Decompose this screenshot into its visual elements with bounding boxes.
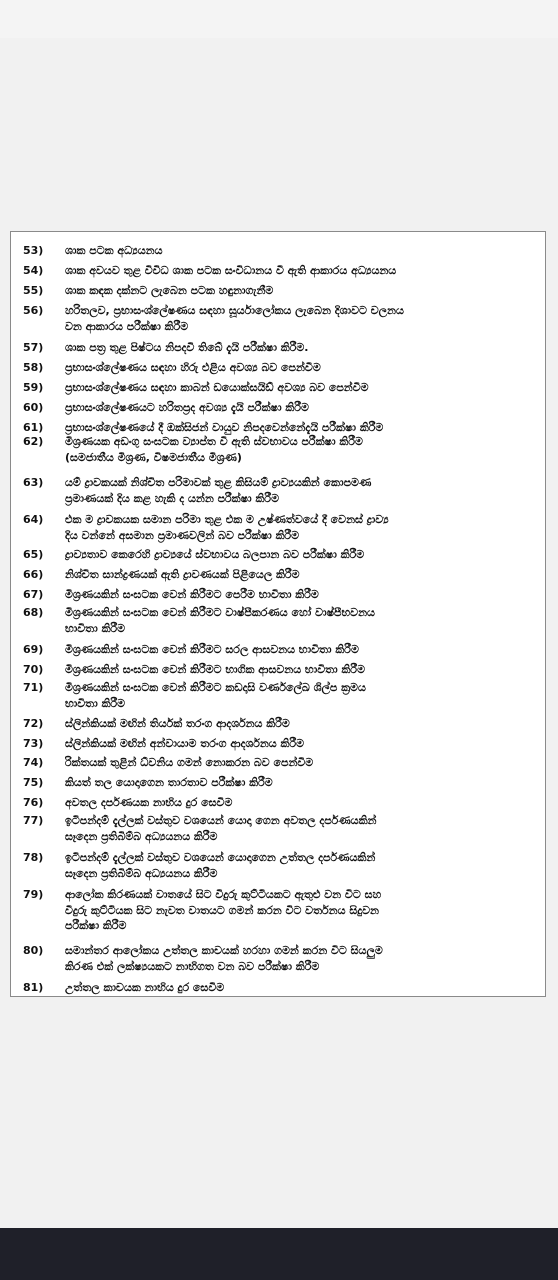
item-number: 66) xyxy=(23,568,44,581)
item-number: 75) xyxy=(23,776,44,789)
item-text: ශාක පටක අධ්‍යයනය xyxy=(65,244,163,257)
list-item xyxy=(23,360,539,376)
item-text: මිශ්‍රණයකින් සංඝටක වෙන් කිරීමට වාෂ්පීකරණය හෝ වාෂ්පීභවනය භාවිතා කිරීම xyxy=(65,606,375,635)
item-number: 69) xyxy=(23,643,44,656)
item-number: 65) xyxy=(23,548,44,561)
item-number: 53) xyxy=(23,244,44,257)
item-text: නිශ්චිත සාන්ද්‍රණයක් ඇති ද්‍රාවණයක් පිළියෙල කිරීම xyxy=(65,568,300,581)
item-number: 63) xyxy=(23,476,44,489)
list-item xyxy=(23,243,539,259)
list-item xyxy=(23,380,539,396)
list-item xyxy=(23,716,539,732)
item-number: 79) xyxy=(23,888,44,901)
item-text: ශාක අවයව තුළ විවිධ ශාක පටක සංවිධානය වී ඇති ආකාරය අධ්‍යයනය xyxy=(65,264,397,277)
list-item xyxy=(23,263,539,279)
item-text: ප්‍රභාසංශ්ලේෂණය සඳහා හිරු එළිය අවශ්‍ය බව පෙන්වීම xyxy=(65,361,321,374)
item-number: 80) xyxy=(23,944,44,957)
item-text: ආලෝක කිරණයක් වාතයේ සිට වීදුරු කුට්ටියකට ඇතුළු වන විට සහ වීදුරු කුට්ටියක සිට නැවත වාතයට ගමන් කරන විට වර්තනය සිදුවන පරීක්ෂා කිරීම xyxy=(65,888,382,932)
item-text: එක ම ද්‍රාවකයක සමාන පරිමා තුළ එක ම උෂ්ණත්වයේ දී වෙනස් ද්‍රාව්‍ය දිය වන්නේ අසමාන ප්‍රමාණවලින් බව පරීක්ෂා කිරීම xyxy=(65,513,389,542)
item-text: ද්‍රාව්‍යතාව කෙරෙහි ද්‍රාව්‍යයේ ස්වභාවය බලපාන බව පරීක්ෂා කිරීම xyxy=(65,548,365,561)
list-item xyxy=(23,434,539,465)
item-text: ප්‍රභාසංශ්ලේෂණයට හරිතප්‍රද අවශ්‍ය දැයි පරීක්ෂා කිරීම xyxy=(65,401,309,414)
item-text: ඉටිපන්දම් දැල්ලක් වස්තුව වශයෙන් යොදාගෙන උත්තල දර්පණයකින් සෑදෙන ප්‍රතිබිම්බ අධ්‍යයනය කිරීම xyxy=(65,851,376,880)
item-number: 81) xyxy=(23,981,44,994)
navigation-bar xyxy=(0,1228,558,1280)
item-text: ස්ලින්කියක් මඟින් අන්වායාම තරංග ආදර්ශනය කිරීම xyxy=(65,737,305,750)
item-number: 71) xyxy=(23,681,44,694)
list-item xyxy=(23,642,539,658)
item-text: ශාක පත්‍ර තුළ පිෂ්ටය නිපදවී තිබේ දැයි පරීක්ෂා කිරීම. xyxy=(65,341,309,354)
list-item xyxy=(23,680,539,711)
list-item xyxy=(23,303,539,334)
list-item xyxy=(23,813,539,844)
item-number: 77) xyxy=(23,814,44,827)
item-number: 74) xyxy=(23,756,44,769)
item-text: උත්තල කාචයක නාභිය දුර සෙවීම xyxy=(65,981,225,994)
item-number: 73) xyxy=(23,737,44,750)
item-number: 59) xyxy=(23,381,44,394)
item-text: මිශ්‍රණයකින් සංඝටක වෙන් කිරීමට කඩදාසි වර්ණලේඛ ශිල්ප ක්‍රමය භාවිතා කිරීම xyxy=(65,681,366,710)
item-text: ප්‍රභාසංශ්ලේෂණයේ දී ඔක්සිජන් වායුව නිපදවෙන්නේදැයි පරීක්ෂා කිරීම xyxy=(65,421,384,434)
list-item xyxy=(23,605,539,636)
item-number: 68) xyxy=(23,606,44,619)
top-band xyxy=(0,0,558,38)
item-text: ප්‍රභාසංශ්ලේෂණය සඳහා කාබන් ඩයොක්සයිඩ් අවශ්‍ය බව පෙන්වීම xyxy=(65,381,369,394)
list-item xyxy=(23,587,539,603)
item-number: 76) xyxy=(23,796,44,809)
item-text: මිශ්‍රණයකින් සංඝටක වෙන් කිරීමට සරල ආසවනය භාවිතා කිරීම xyxy=(65,643,359,656)
list-item xyxy=(23,400,539,416)
item-text: ස්ලින්කියක් මඟින් තිර්යක් තරංග ආදර්ශනය කිරීම xyxy=(65,717,290,730)
list-item xyxy=(23,755,539,771)
item-number: 60) xyxy=(23,401,44,414)
item-number: 64) xyxy=(23,513,44,526)
list-item xyxy=(23,662,539,678)
list-item xyxy=(23,512,539,543)
item-number: 78) xyxy=(23,851,44,864)
list-item xyxy=(23,340,539,356)
item-number: 55) xyxy=(23,284,44,297)
list-item xyxy=(23,475,539,506)
item-text: මිශ්‍රණයකින් සංඝටක වෙන් කිරීමට භාගික ආසවනය භාවිතා කිරීම xyxy=(65,663,365,676)
list-item xyxy=(23,943,539,974)
list-item xyxy=(23,567,539,583)
item-number: 67) xyxy=(23,588,44,601)
list-item xyxy=(23,547,539,563)
item-text: රික්තයක් තුළින් ධ්වනිය ගමන් නොකරන බව පෙන්වීම xyxy=(65,756,314,769)
item-text: මිශ්‍රණයක අඩංගු සංඝටක ව්‍යාප්ත වී ඇති ස්වභාවය පරීක්ෂා කිරීම (සමජාතීය මිශ්‍රණ, විෂමජාතීය මිශ්‍රණ) xyxy=(65,435,363,464)
item-number: 61) xyxy=(23,421,44,434)
list-item xyxy=(23,795,539,811)
list-item xyxy=(23,980,539,996)
item-number: 56) xyxy=(23,304,44,317)
item-number: 54) xyxy=(23,264,44,277)
item-text: කියත් තල යොදාගෙන තාරතාව පරීක්ෂා කිරීම xyxy=(65,776,273,789)
item-number: 70) xyxy=(23,663,44,676)
list-item xyxy=(23,850,539,881)
item-text: යම් ද්‍රාවකයක් නිශ්චිත පරිමාවක් තුළ කිසියම් ද්‍රාව්‍යයකින් කොපමණ ප්‍රමාණයක් දිය කළ හැකි ද යන්න පරීක්ෂා කිරීම xyxy=(65,476,372,505)
item-number: 58) xyxy=(23,361,44,374)
item-text: ඉටිපන්දම් දැල්ලක් වස්තුව වශයෙන් යොදා ගෙන අවතල දර්පණයකින් සෑදෙන ප්‍රතිබිම්බ අධ්‍යයනය කිරීම xyxy=(65,814,377,843)
list-item xyxy=(23,887,539,934)
item-number: 57) xyxy=(23,341,44,354)
item-number: 62) xyxy=(23,435,44,448)
list-item xyxy=(23,775,539,791)
item-text: මිශ්‍රණයකින් සංඝටක වෙන් කිරීමට පෙරීම භාවිතා කිරීම xyxy=(65,588,319,601)
document-page[interactable] xyxy=(10,231,546,997)
item-text: හරිතලව, ප්‍රභාසංශ්ලේෂණය සඳහා සූර්යාලෝකය ලැබෙන දිශාවට චලනය වන ආකාරය පරීක්ෂා කිරීම xyxy=(65,304,404,333)
item-text: සමාන්තර ආලෝකය උත්තල කාචයක් හරහා ගමන් කරන විට සියලුම කිරණ එක් ලක්ෂ්‍යයකට නාභිගත වන බව පරීක්ෂා කිරීම xyxy=(65,944,383,973)
item-text: ශාක කඳක දක්නට ලැබෙන පටක හඳුනාගැනීම xyxy=(65,284,274,297)
item-text: අවතල දර්පණයක නාභිය දුර සෙවීම xyxy=(65,796,233,809)
list-item xyxy=(23,283,539,299)
list-item xyxy=(23,736,539,752)
item-number: 72) xyxy=(23,717,44,730)
